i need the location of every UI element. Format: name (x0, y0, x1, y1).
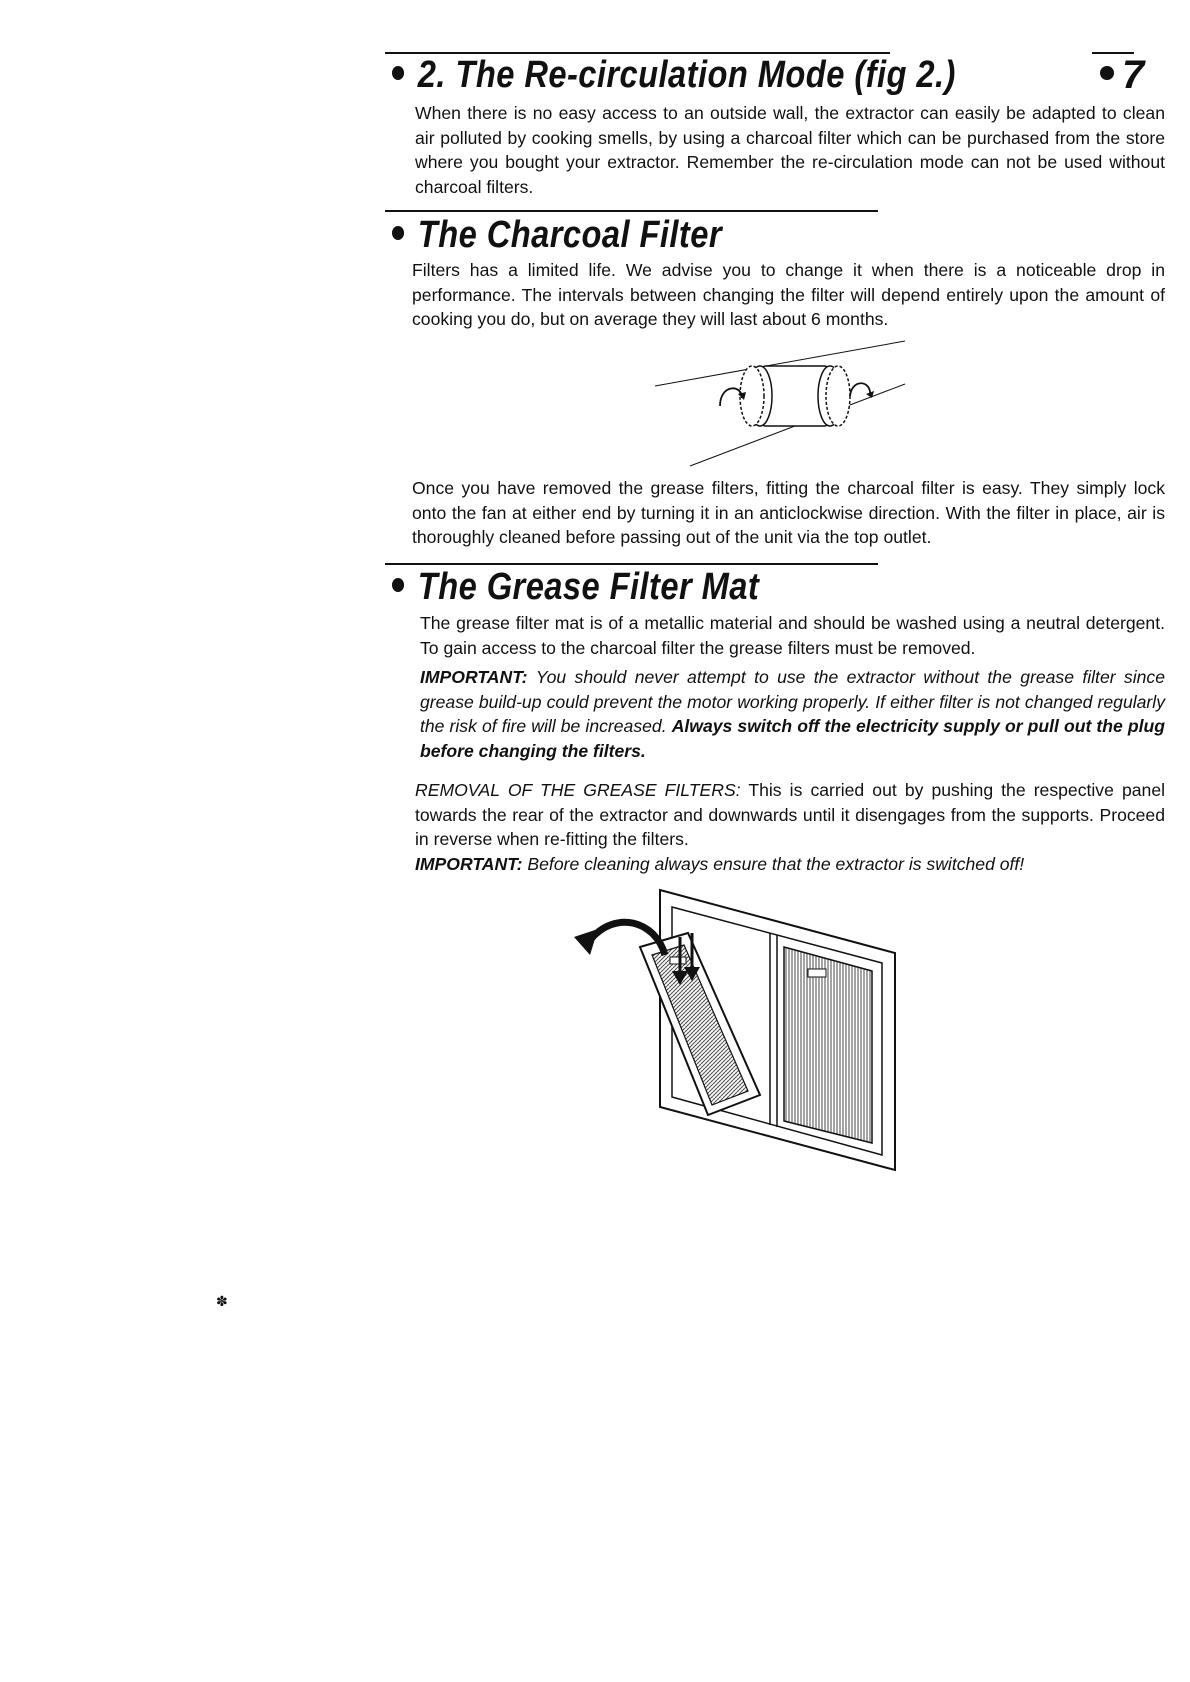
heading-charcoal-filter: The Charcoal Filter (392, 216, 722, 254)
bullet-icon (392, 578, 404, 592)
grease-paragraph: The grease filter mat is of a metallic material and should be washed using a neutral detergent. To gain access to the charcoal filter the grease filters must be removed. (420, 613, 1165, 658)
removal-paragraph (415, 778, 1165, 876)
bullet-icon (1100, 66, 1114, 80)
important-label: IMPORTANT: (420, 667, 528, 687)
important-bold-warning: Always switch off the electricity supply or pull out the plug before changing the filters. (420, 716, 1166, 761)
charcoal-fitting-paragraph: Once you have removed the grease filters, fitting the charcoal filter is easy. They simply lock onto the fan at either end by turning it in an anticlockwise direction. With the filter in place, air is thoroughly cleaned before passing out of the unit via the top outlet. (412, 478, 1165, 547)
bullet-icon (392, 66, 404, 80)
grease-filter-removal-illustration (560, 885, 900, 1175)
important2-text: Before cleaning always ensure that the extractor is switched off! (527, 853, 1025, 874)
important2-label: IMPORTANT: (415, 853, 523, 874)
recirculation-paragraph: When there is no easy access to an outside wall, the extractor can easily be adapted to clean air polluted by cooking smells, by using a charcoal filter which can be purchased from the store where you bought your extractor. Remember the re-circulation mode can not be used without charcoal filters. (415, 103, 1165, 197)
margin-mark-icon: ✽ (216, 1293, 228, 1309)
important-text: You should never attempt to use the extractor without the grease filter since grease build-up could prevent the motor working properly. If either filter is not changed regularly the risk of fire will be increased. (420, 667, 1165, 736)
rule-charcoal (385, 210, 878, 212)
charcoal-filter-illustration (650, 336, 910, 471)
heading-grease-filter-mat: The Grease Filter Mat (392, 568, 759, 606)
page-number: 7 (1100, 55, 1144, 95)
important-paragraph (420, 665, 1165, 763)
rule-grease (385, 563, 878, 565)
charcoal-paragraph: Filters has a limited life. We advise you to change it when there is a noticeable drop in performance. The intervals between changing the filter will depend entirely upon the amount of cooking you do, but on average they will last about 6 months. (412, 260, 1165, 329)
removal-label: REMOVAL OF THE GREASE FILTERS: (415, 780, 741, 800)
heading-recirculation-mode: 2. The Re-circulation Mode (fig 2.) (392, 56, 956, 94)
bullet-icon (392, 226, 404, 240)
removal-text: This is carried out by pushing the respective panel towards the rear of the extractor and downwards until it disengages from the supports. Proceed in reverse when re-fitting the filters. (415, 780, 1166, 849)
